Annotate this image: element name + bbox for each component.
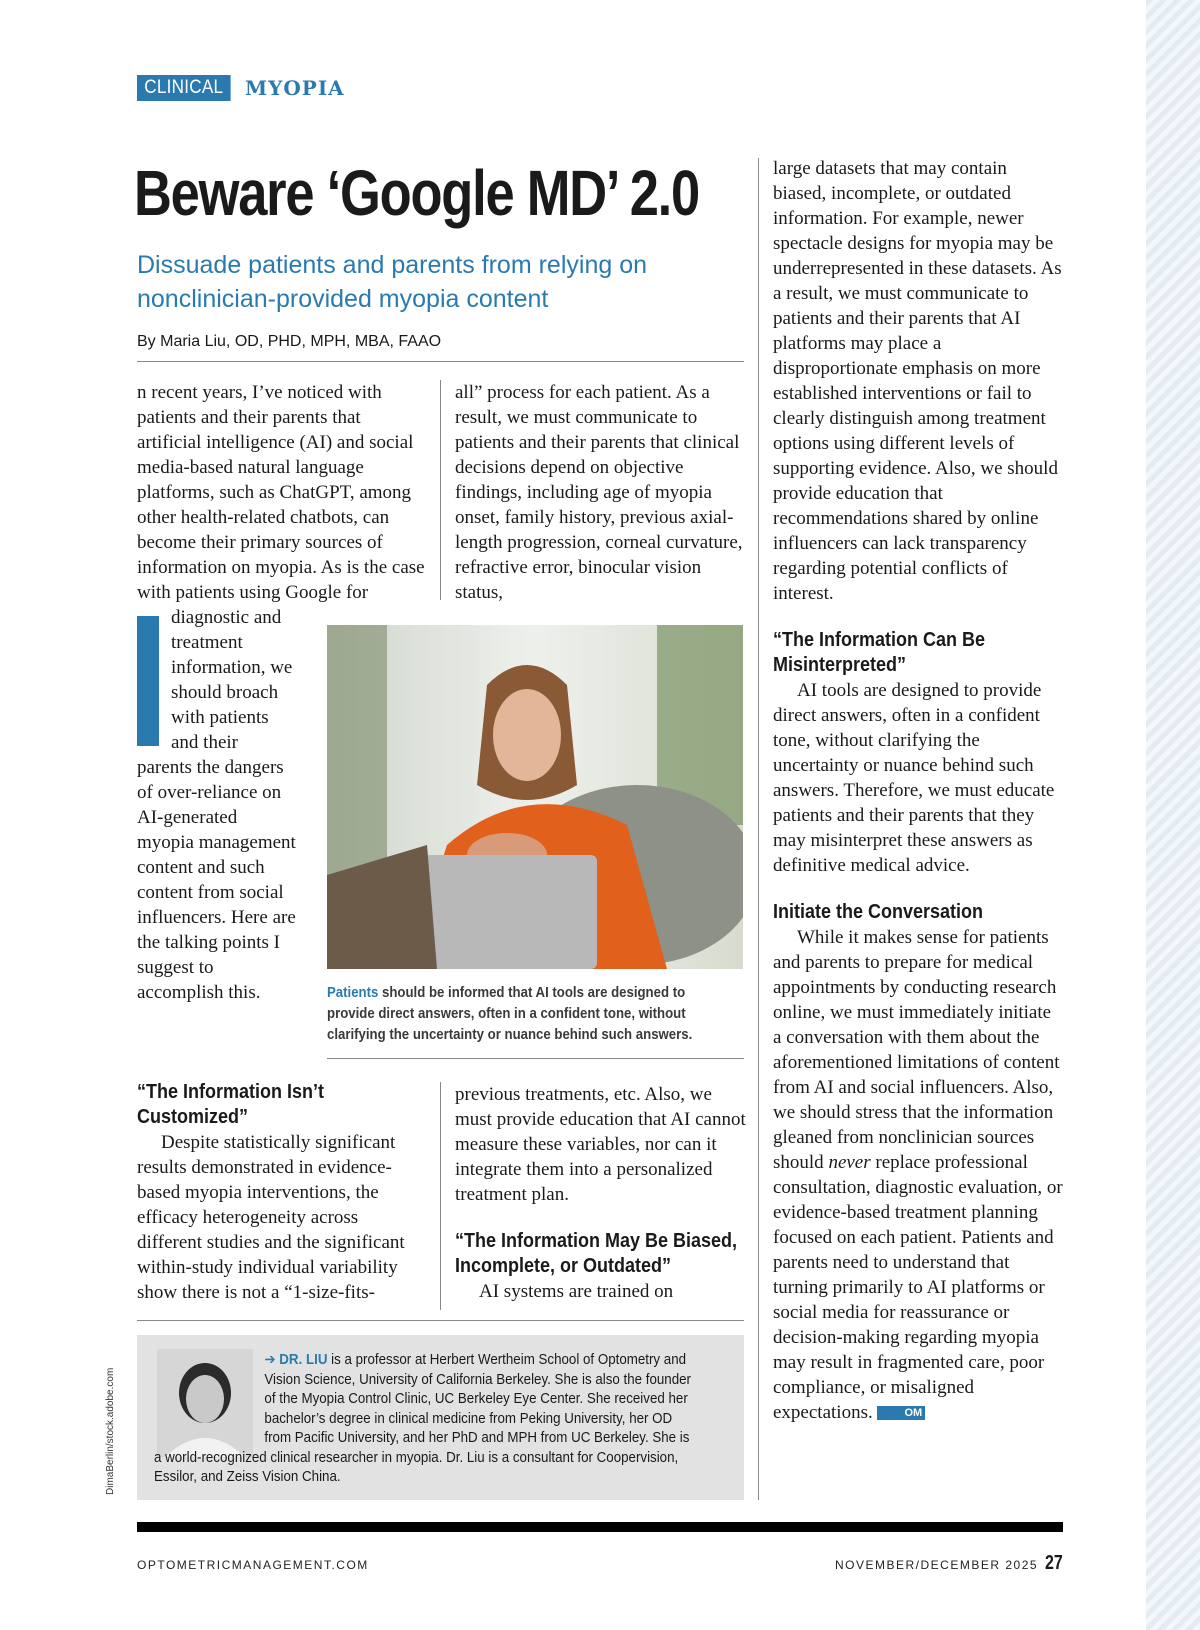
paragraph-initiate-part1: While it makes sense for patients and parents to prepare for medical appointments by conducting research online, we must immediately initiate a conversation with them about the aforementioned limitations of content from AI and social influencers. Also, we should stress that the information gleaned from nonclinician sources should bbox=[773, 927, 1060, 1173]
subhead-not-customized-line1: “The Information Isn’t bbox=[137, 1081, 325, 1103]
paragraph-not-customized: Despite statistically significant results demonstrated in evidence-based myopia interventions, the efficacy heterogeneity across different studies and the significant within-study individual variability show there is not a “1-size-fits- bbox=[137, 1132, 405, 1303]
bio-text bbox=[154, 1351, 697, 1488]
column-1-bottom bbox=[137, 1080, 427, 1305]
article-subtitle: Dissuade patients and parents from relying on nonclinician-provided myopia content bbox=[137, 251, 648, 313]
column-divider-bottom bbox=[440, 1082, 441, 1310]
byline: By Maria Liu, OD, PHD, MPH, MBA, FAAO bbox=[137, 333, 442, 350]
photo-caption bbox=[327, 982, 732, 1045]
column-divider-right bbox=[758, 158, 759, 1500]
title-divider bbox=[137, 361, 744, 362]
article-photo bbox=[327, 625, 743, 969]
column-3 bbox=[773, 156, 1063, 1425]
intro-paragraph: n recent years, I’ve noticed with patients and their parents that artificial intelligence (AI) and social media-based natural language platforms, such as ChatGPT, among other health-related chatbots, can become their primary sources of information on myopia. As is the case with patients using Google for diagnostic and treatment information, we should broach with patients and their parents the dangers of over-reliance on AI-generated myopia management content and such content from social influencers. Here are the talking points I suggest to accomplish this. bbox=[137, 382, 425, 1003]
subhead-misinterpreted-line1: “The Information Can Be bbox=[773, 629, 986, 651]
portrait-space bbox=[154, 1351, 264, 1448]
topic-label: MYOPIA bbox=[244, 76, 345, 100]
emphasis-never: never bbox=[828, 1152, 871, 1173]
laptop bbox=[417, 855, 597, 969]
page-number: 27 bbox=[1045, 1552, 1063, 1574]
paragraph-biased-start: AI systems are trained on bbox=[479, 1281, 674, 1302]
bio-arrow-icon: ➔ bbox=[264, 1352, 276, 1368]
subhead-biased-line2: Incomplete, or Outdated” bbox=[455, 1255, 672, 1277]
drop-cap bbox=[137, 616, 159, 746]
column-2-top bbox=[455, 380, 747, 605]
subhead-not-customized-line2: Customized” bbox=[137, 1106, 249, 1128]
paragraph-col2-top: all” process for each patient. As a result, we must communicate to patients and their parents that clinical decisions depend on objective findings, including age of myopia onset, family history, previous axial-length progression, corneal curvature, refractive error, binocular vision status, bbox=[455, 382, 743, 603]
bio-description: is a professor at Herbert Wertheim School of Optometry and Vision Science, University of California Berkeley. She is also the founder of the Myopia Control Clinic, UC Berkeley Eye Center. She received her bachelor’s degree in clinical medicine from Peking University, her OD from Pacific University, and her PhD and MPH from UC Berkeley. She is a world-recognized clinical researcher in myopia. Dr. Liu is a consultant for Coopervision, Essilor, and Zeiss Vision China. bbox=[154, 1352, 692, 1485]
photo-credit: DimaBerlin/stock.adobe.com bbox=[105, 1367, 116, 1495]
bio-name: DR. LIU bbox=[279, 1352, 328, 1368]
footer-issue: NOVEMBER/DECEMBER 2025 bbox=[835, 1558, 1039, 1572]
subhead-biased-line1: “The Information May Be Biased, bbox=[455, 1230, 738, 1252]
caption-lead: Patients bbox=[327, 984, 379, 1001]
author-bio-box bbox=[137, 1335, 744, 1500]
column-2-bottom bbox=[455, 1082, 747, 1304]
category-label: CLINICAL bbox=[137, 75, 231, 101]
subhead-initiate-conversation: Initiate the Conversation bbox=[773, 901, 984, 923]
footer-rule bbox=[137, 1522, 1063, 1532]
paragraph-initiate-conversation bbox=[773, 925, 1063, 1425]
paragraph-col2-bottom: previous treatments, etc. Also, we must provide education that AI cannot measure these variables, nor can it integrate them into a personalized treatment plan. bbox=[455, 1084, 746, 1205]
bio-top-divider bbox=[137, 1320, 744, 1321]
page-edge-stripe bbox=[1146, 0, 1200, 1630]
subhead-misinterpreted-line2: Misinterpreted” bbox=[773, 654, 907, 676]
section-tag bbox=[137, 75, 345, 101]
caption-text: should be informed that AI tools are designed to provide direct answers, often in a confident tone, without clarifying the uncertainty or nuance behind such answers. bbox=[327, 984, 693, 1043]
paragraph-initiate-part2: replace professional consultation, diagnostic evaluation, or evidence-based treatment planning focused on each patient. Patients and parents need to understand that turning primarily to AI platforms or social media for reassurance or decision-making regarding myopia may result in fragmented care, poor compliance, or misaligned expectations. bbox=[773, 1152, 1063, 1423]
footer-website: OPTOMETRICMANAGEMENT.COM bbox=[137, 1558, 369, 1572]
caption-divider bbox=[327, 1058, 744, 1059]
paragraph-col3-top: large datasets that may contain biased, incomplete, or outdated information. For example, newer spectacle designs for myopia may be underrepresented in these datasets. As a result, we must communicate to patients and their parents that AI platforms may place a disproportionate emphasis on more established interventions or fail to clearly distinguish among treatment options using different levels of supporting evidence. Also, we should provide education that recommendations shared by online influencers can lack transparency regarding potential conflicts of interest. bbox=[773, 158, 1062, 604]
article-title: Beware ‘Google MD’ 2.0 bbox=[134, 157, 699, 229]
end-mark: OM bbox=[877, 1406, 925, 1420]
column-divider-top bbox=[440, 380, 441, 600]
paragraph-misinterpreted: AI tools are designed to provide direct answers, often in a confident tone, without clarifying the uncertainty or nuance behind such answers. Therefore, we must educate patients and their parents that they may misinterpret these answers as definitive medical advice. bbox=[773, 680, 1055, 876]
person-face bbox=[493, 689, 561, 781]
